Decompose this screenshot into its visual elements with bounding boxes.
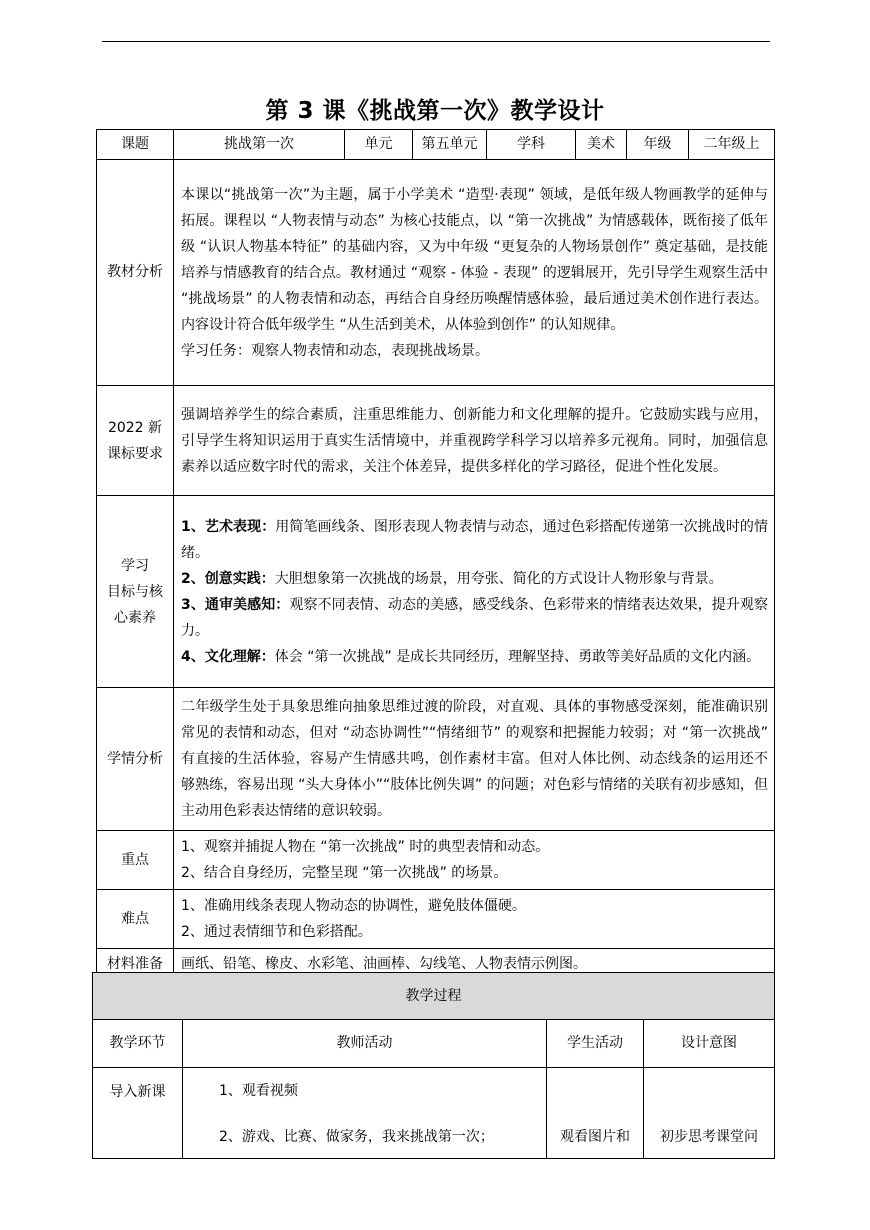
difficulties-content [174,890,775,949]
design-intent-cell: 初步思考课堂问 [644,1068,775,1159]
stage-cell: 导入新课 [93,1068,183,1159]
process-title: 教学过程 [93,973,775,1020]
col-header-teacher: 教师活动 [183,1020,547,1068]
objectives-label [97,496,174,688]
curriculum-label-line-2: 课标要求 [107,445,163,462]
objective-item [181,566,768,592]
objective-heading: 1、艺术表现： [181,518,276,535]
teacher-activity-line: 1、观看视频 [219,1083,298,1099]
learning-task-text: 学习任务：观察人物表情和动态，表现挑战场景。 [181,342,489,359]
material-analysis-content [174,160,775,386]
header-rule [102,41,770,42]
difficulties-label: 难点 [97,890,174,949]
curriculum-label [97,386,174,496]
lesson-info-table [96,129,775,980]
col-header-intent: 设计意图 [644,1020,775,1068]
teaching-process-table [92,972,775,1159]
subject-value: 美术 [576,130,627,160]
grade-value: 二年级上 [689,130,775,160]
key-point-item: 2、结合自身经历，完整呈现 “第一次挑战” 的场景。 [181,865,508,881]
col-header-stage: 教学环节 [93,1020,183,1068]
objective-text: 用简笔画线条、图形表现人物表情与动态，通过色彩搭配传递第一次挑战时的情绪。 [181,518,768,561]
learner-analysis-row [97,688,775,831]
difficulties-row [97,890,775,949]
objectives-label-line-1: 学习 [121,557,149,574]
unit-value: 第五单元 [413,130,487,160]
info-row [97,130,775,160]
objective-heading: 2、创意实践： [181,570,275,587]
key-point-item: 1、观察并捕捉人物在 “第一次挑战” 时的典型表情和动态。 [181,839,550,855]
objectives-content [174,496,775,688]
process-title-row [93,973,775,1020]
materials-text: 画纸、铅笔、橡皮、水彩笔、油画棒、勾线笔、人物表情示例图。 [174,949,775,980]
objective-text: 体会 “第一次挑战” 是成长共同经历，理解坚持、勇敢等美好品质的文化内涵。 [274,648,761,665]
curriculum-text: 强调培养学生的综合素质，注重思维能力、创新能力和文化理解的提升。它鼓励实践与应用，引导学生将知识运用于真实生活情境中，并重视跨学科学习以培养多元视角。同时，加强信息素养以适应数字时代的需求，关注个体差异，提供多样化的学习路径，促进个性化发展。 [174,386,775,496]
teacher-activity-cell [183,1068,547,1159]
learner-analysis-label: 学情分析 [97,688,174,831]
objective-item [181,592,768,644]
objectives-label-line-2: 目标与核 [107,583,163,600]
difficulty-item: 2、通过表情细节和色彩搭配。 [181,924,372,940]
curriculum-label-line-1: 2022 新 [107,419,163,436]
objectives-label-line-3: 心素养 [114,609,156,626]
materials-label: 材料准备 [97,949,174,980]
col-header-student: 学生活动 [547,1020,644,1068]
material-analysis-row [97,160,775,386]
curriculum-row [97,386,775,496]
objectives-row [97,496,775,688]
topic-value: 挑战第一次 [174,130,345,160]
unit-label: 单元 [345,130,413,160]
topic-label: 课题 [97,130,174,160]
objective-text: 观察不同表情、动态的美感，感受线条、色彩带来的情绪表达效果，提升观察力。 [181,596,768,639]
difficulty-item: 1、准确用线条表现人物动态的协调性，避免肢体僵硬。 [181,898,526,914]
page-title: 第 3 课《挑战第一次》教学设计 [265,98,605,124]
objective-text: 大胆想象第一次挑战的场景，用夸张、简化的方式设计人物形象与背景。 [274,570,723,587]
key-points-content [174,831,775,890]
key-points-label: 重点 [97,831,174,890]
objective-item [181,514,768,566]
process-header-row [93,1020,775,1068]
material-analysis-text: 本课以“挑战第一次”为主题，属于小学美术 “造型·表现” 领域，是低年级人物画教学的延伸与拓展。课程以 “人物表情与动态” 为核心技能点，以 “第一次挑战” 为情感载体，既衔接了低年级 “认识人物基本特征” 的基础内容，又为中年级 “更复杂的人物场景创作” 奠定基础，是技能培养与情感教育的结合点。教材通过 “观察 - 体验 - 表现” 的逻辑展开，先引导学生观察生活中 “挑战场景” 的人物表情和动态，再结合自身经历唤醒情感体验，最后通过美术创作进行表达。内容设计符合低年级学生 “从生活到美术，从体验到创作” 的认知规律。 [181,186,768,333]
process-row [93,1068,775,1159]
subject-label: 学科 [487,130,576,160]
student-activity-cell: 观看图片和 [547,1068,644,1159]
key-points-row [97,831,775,890]
objective-item [181,644,768,670]
grade-label: 年级 [627,130,689,160]
objective-heading: 4、文化理解： [181,648,275,665]
material-analysis-label: 教材分析 [97,160,174,386]
teacher-activity-line: 2、游戏、比赛、做家务，我来挑战第一次； [219,1129,494,1145]
objective-heading: 3、通审美感知： [181,596,290,613]
learner-analysis-text: 二年级学生处于具象思维向抽象思维过渡的阶段，对直观、具体的事物感受深刻，能准确识别常见的表情和动态，但对 “动态协调性”“情绪细节” 的观察和把握能力较弱；对 “第一次挑战” 有直接的生活体验，容易产生情感共鸣，创作素材丰富。但对人体比例、动态线条的运用还不够熟练，容易出现 “头大身体小”“肢体比例失调” 的问题；对色彩与情绪的关联有初步感知，但主动用色彩表达情绪的意识较弱。 [174,688,775,831]
